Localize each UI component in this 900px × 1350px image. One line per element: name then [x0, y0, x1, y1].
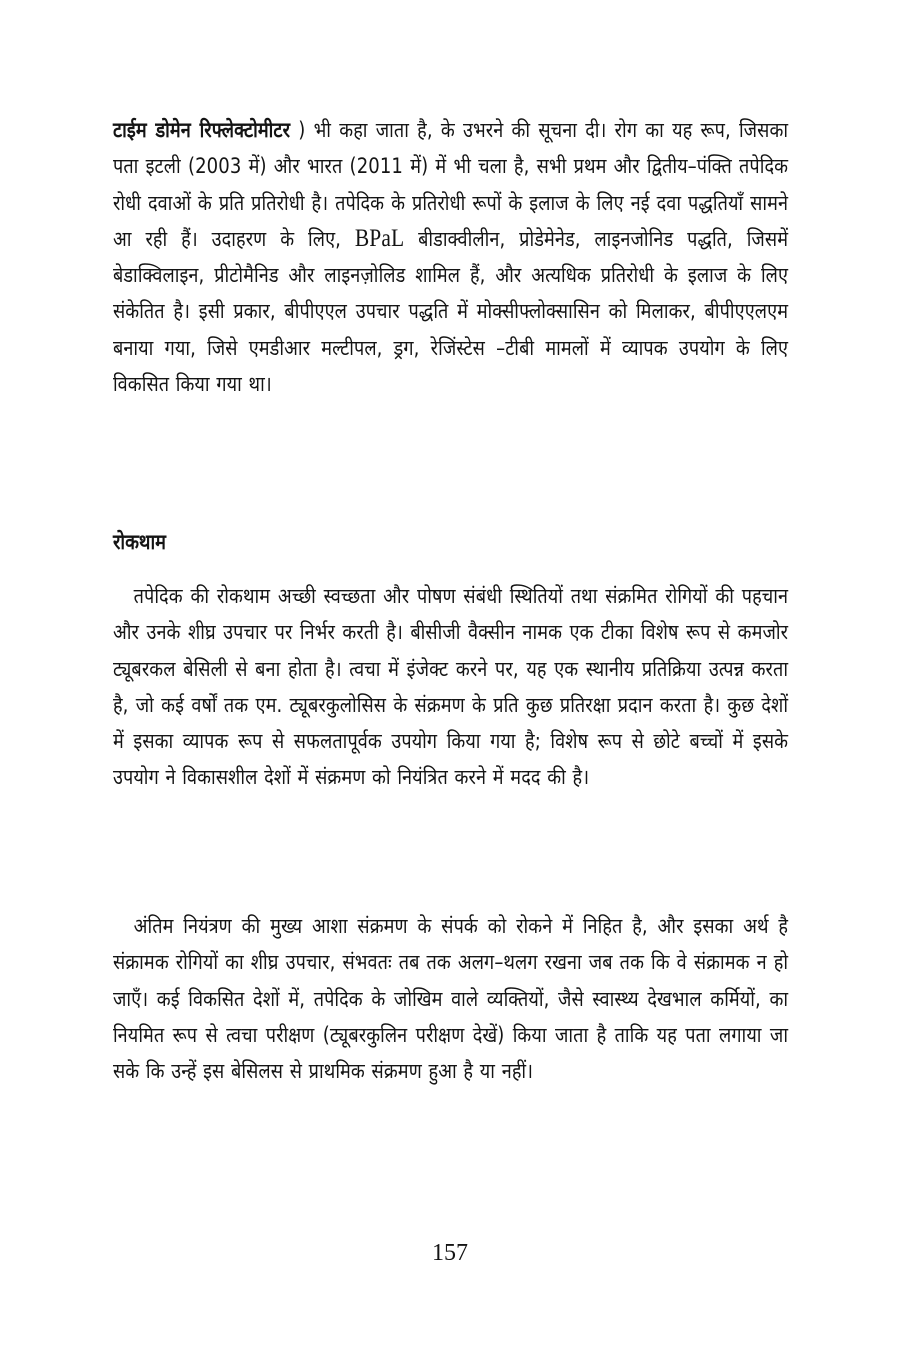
page-number: 157 — [432, 1240, 468, 1266]
paragraph-text: बीडाक्वीलीन, प्रोडेमेनेड, लाइनजोनिड पद्धति, जिसमें बेडाक्विलाइन, प्रीटोमैनिड और लाइनज़ोलिड शामिल हैं, और अत्यधिक प्रतिरोधी के इलाज के लिए संकेतित है। इसी प्रकार, बीपीएएल उपचार पद्धति में मोक्सीफ्लोक्सासिन को मिलाकर, बीपीएएलएम बनाया गया, जिसे एमडीआर मल्टीपल, ड्रग, रेजिंस्टेस –टीबी मामलों में व्यापक उपयोग के लिए विकसित किया गया था। — [113, 226, 789, 397]
latin-term-bpal: BPaL — [354, 224, 405, 252]
paragraph-infection-control: अंतिम नियंत्रण की मुख्य आशा संक्रमण के संपर्क को रोकने में निहित है, और इसका अर्थ है संक्रामक रोगियों का शीघ्र उपचार, संभवतः तब तक अलग–थलग रखना जब तक कि वे संक्रामक न हो जाएँ। कई विकसित देशों में, तपेदिक के जोखिम वाले व्यक्तियों, जैसे स्वास्थ्य देखभाल कर्मियों, का नियमित रूप से त्वचा परीक्षण (ट्यूबरकुलिन परीक्षण देखें) किया जाता है ताकि यह पता लगाया जा सके कि उन्हें इस बेसिलस से प्राथमिक संक्रमण हुआ है या नहीं। — [113, 914, 789, 1084]
paragraph-prevention-bcg: तपेदिक की रोकथाम अच्छी स्वच्छता और पोषण संबंधी स्थितियों तथा संक्रमित रोगियों की पहचान और उनके शीघ्र उपचार पर निर्भर करती है। बीसीजी वैक्सीन नामक एक टीका विशेष रूप से कमजोर ट्यूबरकल बेसिली से बना होता है। त्वचा में इंजेक्ट करने पर, यह एक स्थानीय प्रतिक्रिया उत्पन्न करता है, जो कई वर्षों तक एम. ट्यूबरकुलोसिस के संक्रमण के प्रति कुछ प्रतिरक्षा प्रदान करता है। कुछ देशों में इसका व्यापक रूप से सफलतापूर्वक उपयोग किया गया है; विशेष रूप से छोटे बच्चों में इसके उपयोग ने विकासशील देशों में संक्रमण को नियंत्रित करने में मदद की है। — [113, 584, 789, 790]
paragraph-drug-resistance — [113, 112, 788, 508]
paragraph-text: ) भी कहा जाता है, के उभरने की सूचना दी। रोग का यह रूप, जिसका पता इटली (2003 में) और भारत (2011 में) में भी चला है, सभी प्रथम और द्वितीय–पंक्ति तपेदिक रोधी दवाओं के प्रति प्रतिरोधी है। तपेदिक के प्रतिरोधी रूपों के इलाज के लिए नई दवा पद्धतियाँ सामने आ रही हैं। उदाहरण के लिए, — [113, 118, 789, 251]
bold-term-time-domain-reflectometer: टाईम डोमेन रिफ्लेक्टोमीटर — [113, 118, 291, 142]
page-body — [113, 112, 789, 1084]
section-heading-prevention: रोकथाम — [113, 530, 166, 554]
